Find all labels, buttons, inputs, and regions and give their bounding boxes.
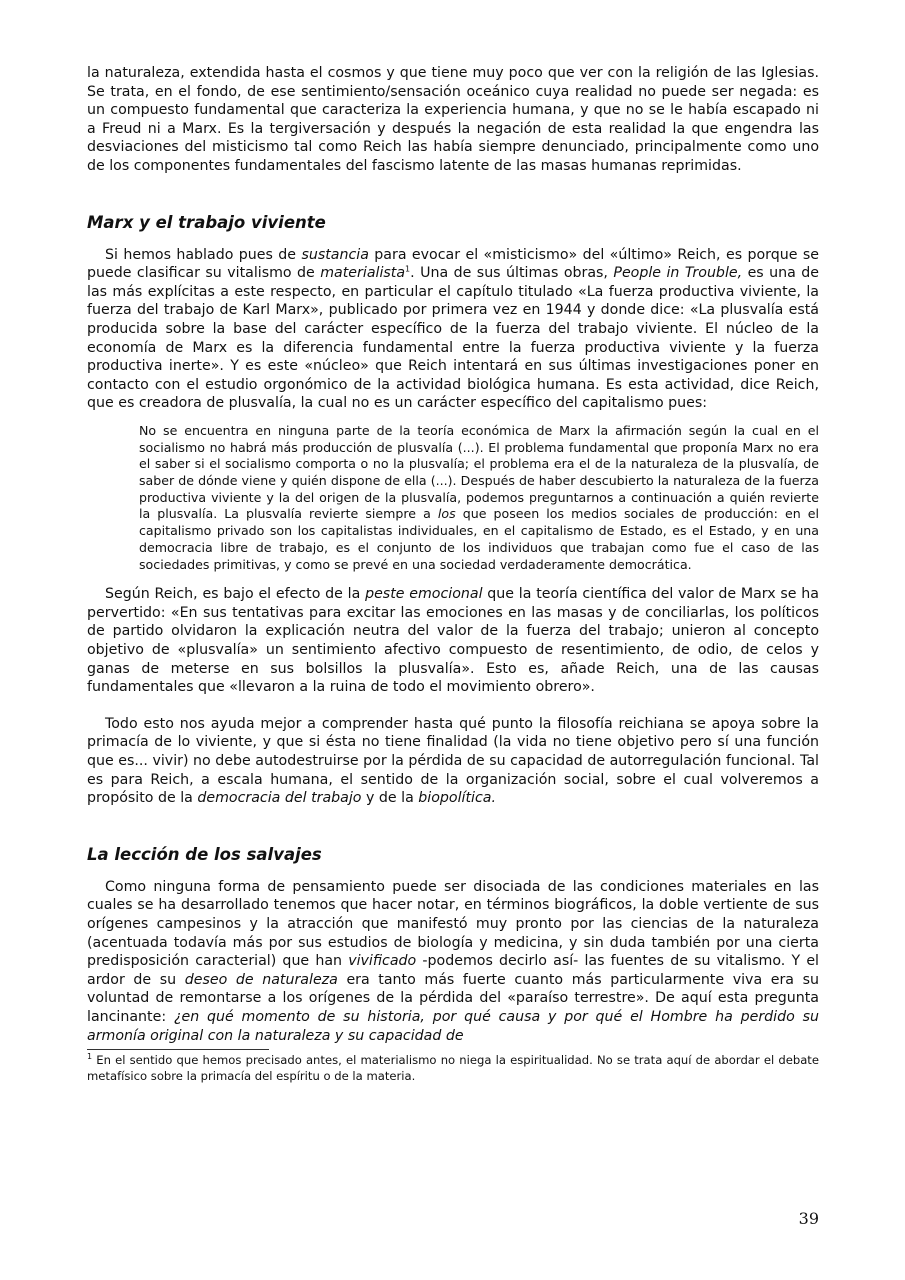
spacer [87, 413, 819, 423]
footnote-divider [87, 1049, 269, 1050]
spacer [87, 234, 819, 246]
paragraph: Según Reich, es bajo el efecto de la peste emocional que la teoría científica del valor de Marx se ha pervertido: «En sus tentativas para excitar las emociones en las masas y de conciliarlas, los políticos de partido olvidaron la explicación neutra del valor de la fuerza del trabajo; unieron al concepto objetivo de «plusvalía» un sentimiento afectivo compuesto de resentimiento, de odio, de celos y ganas de meterse en sus bolsillos la plusvalía». Esto es, añade Reich, una de las causas fundamentales que «llevaron a la ruina de todo el movimiento obrero». [87, 586, 819, 696]
page-number: 39 [798, 1209, 819, 1228]
paragraph: la naturaleza, extendida hasta el cosmos y que tiene muy poco que ver con la religión de las Iglesias. Se trata, en el fondo, de ese sentimiento/sensación oceánico cuya realidad no puede ser negada: es un compuesto fundamental que caracteriza la experiencia humana, y que no se le había escapado ni a Freud ni a Marx. Es la tergiversación y después la negación de esta realidad la que engendra las desviaciones del misticismo tal como Reich las había siempre denunciado, principalmente como uno de los componentes fundamentales del fascismo latente de las masas humanas reprimidas. [87, 65, 819, 174]
paragraph: Como ninguna forma de pensamiento puede ser disociada de las condiciones materiales en las cuales se ha desarrollado tenemos que hacer notar, en términos biográficos, la doble vertiente de sus orígenes campesinos y la atracción que manifestó muy pronto por las ciencias de la naturaleza (acentuada todavía más por sus estudios de biología y medicina, y sin duda también por una cierta predisposición caracterial) que han vivificado -podemos decirlo así- las fuentes de su vitalismo. Y el ardor de su deseo de naturaleza era tanto más fuerte cuanto más particularmente viva era su voluntad de remontarse a los orígenes de la pérdida del «paraíso terrestre». De aquí esta pregunta lancinante: ¿en qué momento de su historia, por qué causa y por qué el Hombre ha perdido su armonía original con la naturaleza y su capacidad de [87, 878, 819, 1044]
footnote-ref[interactable]: 1 [405, 264, 411, 274]
spacer [87, 573, 819, 585]
section-heading: Marx y el trabajo viviente [87, 212, 326, 232]
paragraph: Todo esto nos ayuda mejor a comprender hasta qué punto la filosofía reichiana se apoya sobre la primacía de lo viviente, y que si ésta no tiene finalidad (la vida no tiene objetivo pero sí una función que es... vivir) no debe autodestruirse por la pérdida de su capacidad de autorregulación funcional. Tal es para Reich, a escala humana, el sentido de la organización social, sobre el cual volveremos a propósito de la democracia del trabajo y de la biopolítica. [87, 715, 819, 807]
block-quote: No se encuentra en ninguna parte de la teoría económica de Marx la afirmación según la cual en el socialismo no habrá más producción de plusvalía (...). El problema fundamental que proponía Marx no era el saber si el socialismo comporta o no la plusvalía; el problema era el de la naturaleza de la plusvalía, de saber de dónde viene y quién dispone de ella (...). Después de haber descubierto la naturaleza de la fuerza productiva viviente y la del origen de la plusvalía, podemos preguntarnos a continuación a quién revierte la plusvalía. La plusvalía revierte siempre a los que poseen los medios sociales de producción: en el capitalismo privado son los capitalistas individuales, en el capitalismo de Estado, es el Estado, y en una democracia libre de trabajo, es el conjunto de los individuos que trabajan como fue el caso de las sociedades primitivas, y como se prevé en una sociedad verdaderamente democrática. [139, 422, 820, 572]
footnote: $^1$ En el sentido que hemos precisado antes, el materialismo no niega la espiritualidad. No se trata aquí de abordar el debate metafísico sobre la primacía del espíritu o de la materia. [87, 1052, 819, 1083]
spacer [87, 866, 819, 878]
paragraph: Si hemos hablado pues de sustancia para evocar el «misticismo» del «último» Reich, es porque se puede clasificar su vitalismo de materialista$^1$. Una de sus últimas obras, People in Trouble, es una de las más explícitas a este respecto, en particular el capítulo titulado «La fuerza productiva viviente, la fuerza del trabajo de Karl Marx», publicado por primera vez en 1944 y donde dice: «La plusvalía está producida sobre la base del carácter específico de la fuerza del trabajo viviente. El núcleo de la economía de Marx es la diferencia fundamental entre la fuerza productiva viviente y la fuerza productiva inerte». Y es este «núcleo» que Reich intentará en sus últimas investigaciones poner en contacto con el estudio orgonómico de la actividad biológica humana. Es esta actividad, dice Reich, que es creadora de plusvalía, la cual no es un carácter específico del capitalismo pues: [87, 246, 820, 412]
spacer [87, 808, 819, 844]
spacer [87, 176, 819, 212]
section-heading: La lección de los salvajes [87, 844, 322, 864]
spacer [87, 697, 819, 715]
page-body [87, 64, 819, 1084]
